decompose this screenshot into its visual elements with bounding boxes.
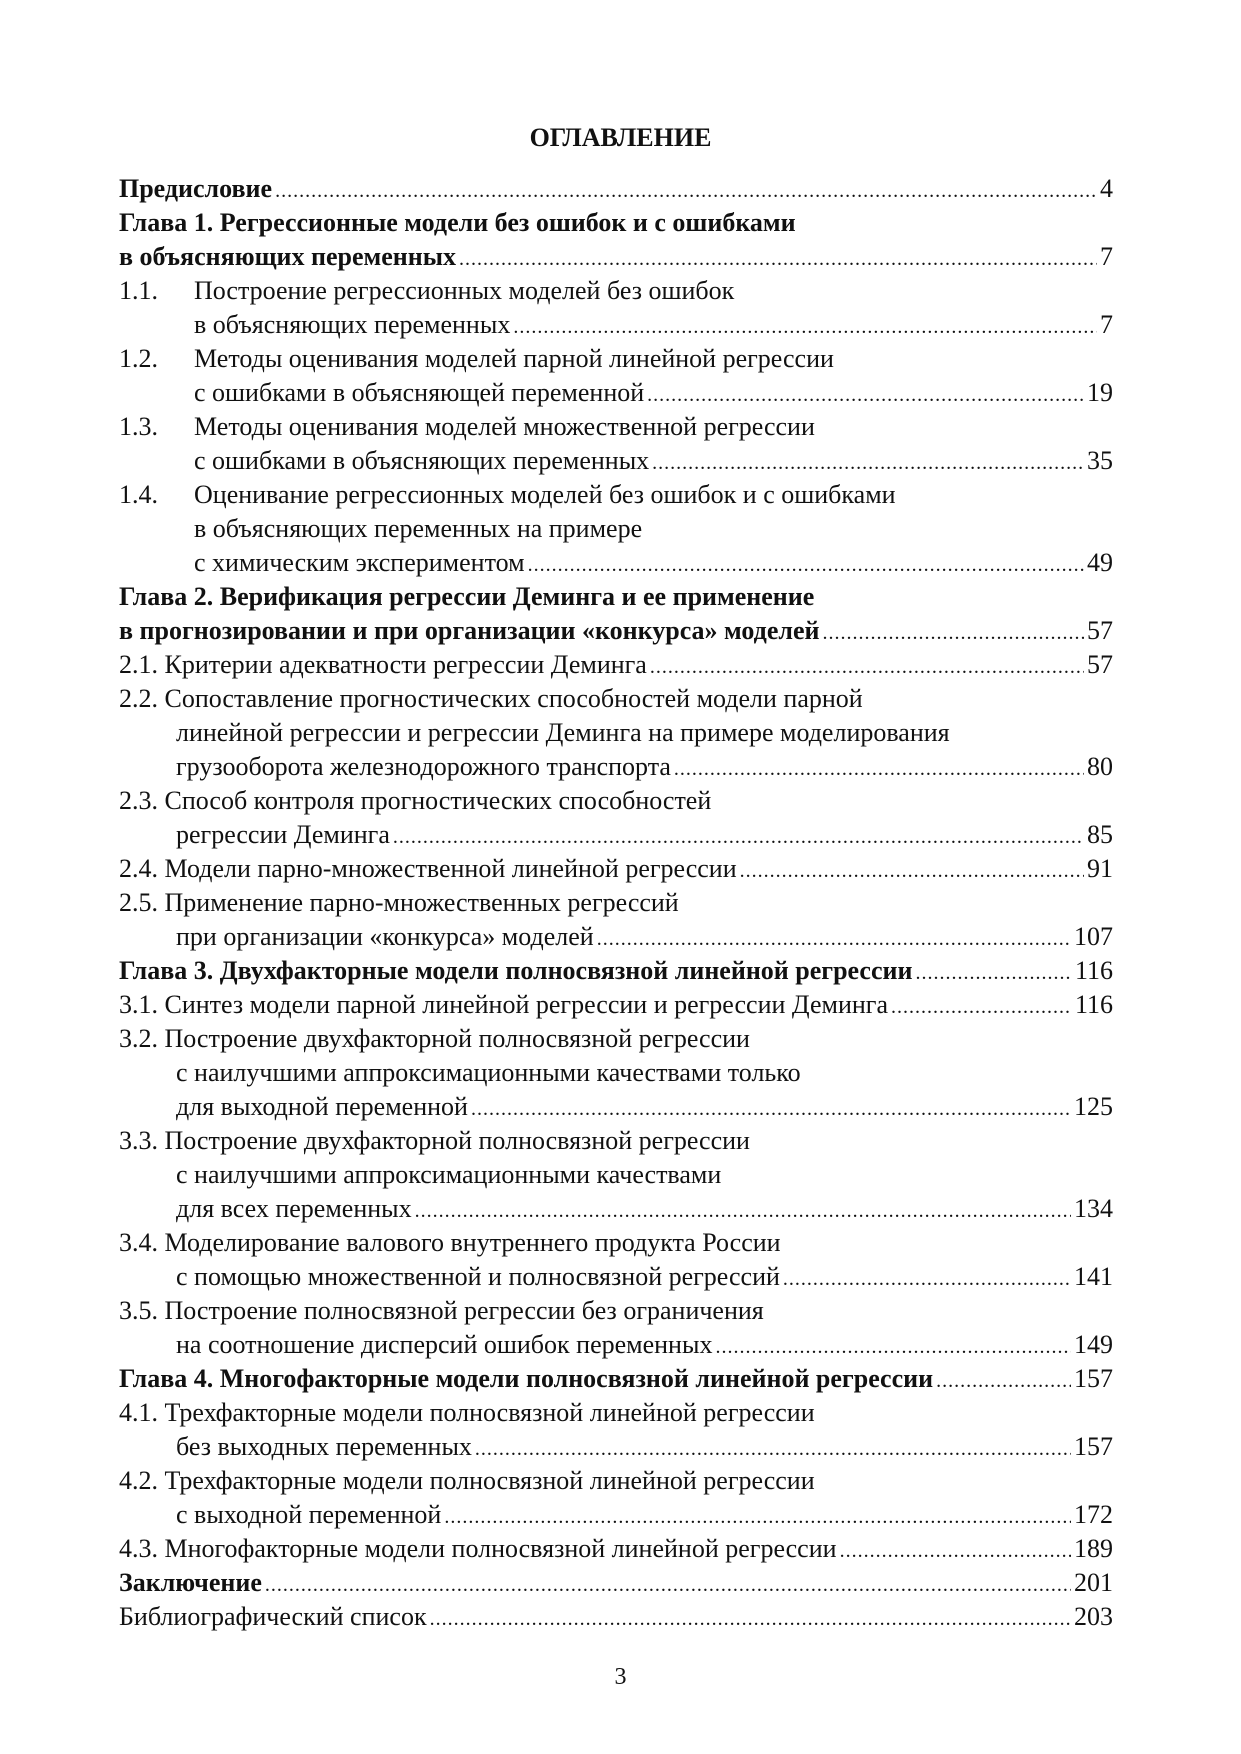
- toc-page-number: 134: [1074, 1194, 1113, 1223]
- toc-section-4-2-cont: [119, 1498, 1113, 1532]
- dot-leader: [740, 854, 1084, 888]
- toc-section-4-1-cont: [119, 1430, 1113, 1464]
- toc-entry-text: 2.1. Критерии адекватности регрессии Деминга: [119, 650, 647, 679]
- toc-page-number: 116: [1074, 956, 1113, 985]
- toc-entry-text: с ошибками в объясняющих переменных: [194, 446, 650, 475]
- toc-page-number: 49: [1087, 548, 1113, 577]
- toc-entry-text: линейной регрессии и регрессии Деминга на примере моделирования: [176, 718, 950, 747]
- toc-section-3-2: [119, 1022, 1113, 1056]
- toc-entry-text: Заключение: [119, 1568, 262, 1597]
- dot-leader: [513, 310, 1097, 344]
- dot-leader: [822, 616, 1084, 650]
- toc-entry-text: грузооборота железнодорожного транспорта: [176, 752, 671, 781]
- toc-entry-text: с химическим экспериментом: [194, 548, 525, 577]
- toc-entry-text: в объясняющих переменных на примере: [194, 514, 643, 543]
- toc-entry-text: 2.5. Применение парно-множественных регрессий: [119, 888, 679, 917]
- toc-page-number: 57: [1087, 616, 1113, 645]
- toc-page-number: 149: [1074, 1330, 1113, 1359]
- toc-section-3-3-cont: [119, 1192, 1113, 1226]
- toc-chapter-1-title-cont: [119, 240, 1113, 274]
- toc-chapter-2-title: [119, 580, 1113, 614]
- toc-entry-text: с выходной переменной: [176, 1500, 442, 1529]
- toc-page-number: 85: [1087, 820, 1113, 849]
- toc-entry-text: 2.2. Сопоставление прогностических способностей модели парной: [119, 684, 863, 713]
- toc-chapter-3-title: [119, 954, 1113, 988]
- toc-entry-preface: [119, 172, 1113, 206]
- toc-chapter-1-title: [119, 206, 1113, 240]
- toc-section-1-3: [119, 410, 1113, 444]
- toc-page-number: 35: [1087, 446, 1113, 475]
- toc-section-2-4: [119, 852, 1113, 886]
- toc-entry-text: 3.4. Моделирование валового внутреннего продукта России: [119, 1228, 781, 1257]
- toc-entry-text: Методы оценивания моделей множественной регрессии: [194, 412, 815, 441]
- toc-section-2-5: [119, 886, 1113, 920]
- toc-section-1-4-cont: [119, 512, 1113, 546]
- page-title: ОГЛАВЛЕНИЕ: [529, 123, 712, 152]
- toc-page-number: 157: [1074, 1432, 1113, 1461]
- toc-entry-text: 3.5. Построение полносвязной регрессии без ограничения: [119, 1296, 764, 1325]
- dot-leader: [265, 1568, 1071, 1602]
- toc-page-number: 80: [1087, 752, 1113, 781]
- toc-entry-text: Библиографический список: [119, 1602, 427, 1631]
- dot-leader: [430, 1602, 1071, 1636]
- toc-entry-text: Глава 1. Регрессионные модели без ошибок и с ошибками: [119, 208, 796, 237]
- toc-entry-text: для выходной переменной: [176, 1092, 468, 1121]
- toc-entry-text: 2.3. Способ контроля прогностических способностей: [119, 786, 712, 815]
- toc-entry-text: с наилучшими аппроксимационными качествами только: [176, 1058, 801, 1087]
- toc-section-1-4-cont: [119, 546, 1113, 580]
- toc-section-3-5: [119, 1294, 1113, 1328]
- toc-section-1-1: [119, 274, 1113, 308]
- toc-page-number: 116: [1074, 990, 1113, 1019]
- toc-section-2-2-cont: [119, 750, 1113, 784]
- toc-page-number: 201: [1074, 1568, 1113, 1597]
- toc-entry-text: на соотношение дисперсий ошибок переменных: [176, 1330, 713, 1359]
- toc-section-3-4: [119, 1226, 1113, 1260]
- dot-leader: [459, 242, 1097, 276]
- toc-entry-text: 2.4. Модели парно-множественной линейной регрессии: [119, 854, 737, 883]
- toc-entry-text: в объясняющих переменных: [119, 242, 457, 271]
- toc-entry-text: в объясняющих переменных: [194, 310, 511, 339]
- toc-section-3-2-cont: [119, 1090, 1113, 1124]
- toc-section-2-1: [119, 648, 1113, 682]
- toc-entry-text: Построение регрессионных моделей без ошибок: [194, 276, 735, 305]
- toc-section-1-1-cont: [119, 308, 1113, 342]
- dot-leader: [528, 548, 1084, 582]
- toc-entry-text: Глава 3. Двухфакторные модели полносвязной линейной регрессии: [119, 956, 913, 985]
- toc-section-1-3-cont: [119, 444, 1113, 478]
- page-number: 3: [614, 1664, 627, 1690]
- toc-page-number: 7: [1100, 310, 1113, 339]
- toc-section-3-4-cont: [119, 1260, 1113, 1294]
- toc-entry-text: 4.1. Трехфакторные модели полносвязной линейной регрессии: [119, 1398, 815, 1427]
- toc-section-1-4: [119, 478, 1113, 512]
- toc-section-2-3-cont: [119, 818, 1113, 852]
- dot-leader: [444, 1500, 1071, 1534]
- toc-page-number: 107: [1074, 922, 1113, 951]
- toc-section-3-5-cont: [119, 1328, 1113, 1362]
- toc-entry-text: для всех переменных: [176, 1194, 412, 1223]
- toc-page-number: 19: [1087, 378, 1113, 407]
- dot-leader: [715, 1330, 1071, 1364]
- toc-entry-text: при организации «конкурса» моделей: [176, 922, 594, 951]
- toc-page-number: 203: [1074, 1602, 1113, 1631]
- toc-entry-text: Оценивание регрессионных моделей без ошибок и с ошибками: [194, 480, 896, 509]
- toc-section-3-2-cont: [119, 1056, 1113, 1090]
- dot-leader: [415, 1194, 1071, 1228]
- toc-section-2-3: [119, 784, 1113, 818]
- toc-entry-bibliography: [119, 1600, 1113, 1634]
- toc-section-3-1: [119, 988, 1113, 1022]
- toc-entry-text: с ошибками в объясняющей переменной: [194, 378, 645, 407]
- toc-section-4-3: [119, 1532, 1113, 1566]
- toc-entry-text: в прогнозировании и при организации «конкурса» моделей: [119, 616, 820, 645]
- toc-page-number: 141: [1074, 1262, 1113, 1291]
- toc-section-number: 1.1.: [119, 276, 158, 305]
- dot-leader: [597, 922, 1071, 956]
- dot-leader: [891, 990, 1072, 1024]
- toc-entry-text: с наилучшими аппроксимационными качествами: [176, 1160, 722, 1189]
- toc-entry-text: регрессии Деминга: [176, 820, 390, 849]
- toc-entry-text: Предисловие: [119, 174, 273, 203]
- toc-section-1-2-cont: [119, 376, 1113, 410]
- toc-section-4-2: [119, 1464, 1113, 1498]
- toc-page-number: 57: [1087, 650, 1113, 679]
- toc-entry-text: Методы оценивания моделей парной линейной регрессии: [194, 344, 834, 373]
- toc-section-3-3: [119, 1124, 1113, 1158]
- dot-leader: [652, 446, 1084, 480]
- dot-leader: [471, 1092, 1071, 1126]
- toc-page-number: 157: [1074, 1364, 1113, 1393]
- toc-entry-conclusion: [119, 1566, 1113, 1600]
- toc-entry-text: с помощью множественной и полносвязной регрессий: [176, 1262, 780, 1291]
- toc-chapter-2-title-cont: [119, 614, 1113, 648]
- toc-entry-text: без выходных переменных: [176, 1432, 472, 1461]
- toc-entry-text: 3.1. Синтез модели парной линейной регрессии и регрессии Деминга: [119, 990, 888, 1019]
- toc-page-number: 172: [1074, 1500, 1113, 1529]
- toc-section-number: 1.3.: [119, 412, 158, 441]
- toc-entry-text: 3.2. Построение двухфакторной полносвязной регрессии: [119, 1024, 750, 1053]
- toc-chapter-4-title: [119, 1362, 1113, 1396]
- toc-section-3-3-cont: [119, 1158, 1113, 1192]
- toc-section-number: 1.4.: [119, 480, 158, 509]
- toc-section-2-2: [119, 682, 1113, 716]
- dot-leader: [936, 1364, 1071, 1398]
- toc-entry-text: 4.3. Многофакторные модели полносвязной линейной регрессии: [119, 1534, 837, 1563]
- toc-entry-text: 3.3. Построение двухфакторной полносвязной регрессии: [119, 1126, 750, 1155]
- dot-leader: [393, 820, 1084, 854]
- toc-page-number: 7: [1100, 242, 1113, 271]
- toc-page-number: 91: [1087, 854, 1113, 883]
- dot-leader: [915, 956, 1071, 990]
- dot-leader: [647, 378, 1084, 412]
- toc-section-2-2-cont: [119, 716, 1113, 750]
- toc-section-4-1: [119, 1396, 1113, 1430]
- dot-leader: [650, 650, 1084, 684]
- toc-entry-text: Глава 4. Многофакторные модели полносвязной линейной регрессии: [119, 1364, 934, 1393]
- dot-leader: [275, 174, 1097, 208]
- toc-entry-text: 4.2. Трехфакторные модели полносвязной линейной регрессии: [119, 1466, 815, 1495]
- dot-leader: [475, 1432, 1071, 1466]
- toc-section-2-5-cont: [119, 920, 1113, 954]
- toc-page-number: 4: [1100, 174, 1113, 203]
- dot-leader: [783, 1262, 1071, 1296]
- toc-page-number: 125: [1074, 1092, 1113, 1121]
- toc-page-number: 189: [1074, 1534, 1113, 1563]
- toc-section-number: 1.2.: [119, 344, 158, 373]
- table-of-contents: [119, 172, 1113, 1634]
- dot-leader: [674, 752, 1084, 786]
- dot-leader: [840, 1534, 1071, 1568]
- toc-entry-text: Глава 2. Верификация регрессии Деминга и ее применение: [119, 582, 815, 611]
- toc-section-1-2: [119, 342, 1113, 376]
